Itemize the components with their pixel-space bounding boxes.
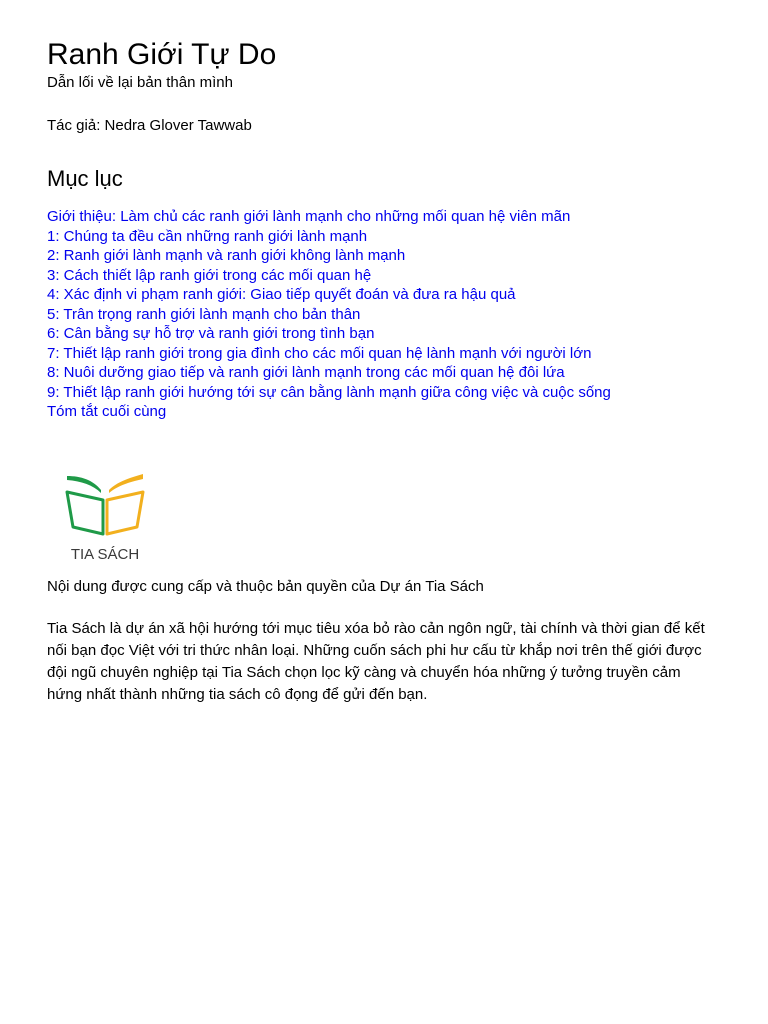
table-of-contents bbox=[47, 207, 717, 422]
tia-sach-logo bbox=[63, 472, 147, 564]
toc-link-summary[interactable]: Tóm tắt cuối cùng bbox=[47, 403, 167, 420]
logo-yellow-swoosh bbox=[109, 474, 143, 493]
toc-link-chapter-4[interactable]: 4: Xác định vi phạm ranh giới: Giao tiếp quyết đoán và đưa ra hậu quả bbox=[47, 286, 516, 303]
document-page bbox=[47, 36, 717, 706]
toc-heading: Mục lục bbox=[47, 166, 123, 191]
book-title: Ranh Giới Tự Do bbox=[47, 38, 277, 71]
toc-link-chapter-5[interactable]: 5: Trân trọng ranh giới lành mạnh cho bản thân bbox=[47, 305, 361, 323]
logo-green-swoosh bbox=[67, 476, 101, 493]
toc-link-chapter-6[interactable]: 6: Cân bằng sự hỗ trợ và ranh giới trong tình bạn bbox=[47, 325, 375, 342]
toc-link-chapter-2[interactable]: 2: Ranh giới lành mạnh và ranh giới không lành mạnh bbox=[47, 247, 406, 264]
book-author: Tác giả: Nedra Glover Tawwab bbox=[47, 117, 252, 134]
toc-link-intro[interactable]: Giới thiệu: Làm chủ các ranh giới lành mạnh cho những mối quan hệ viên mãn bbox=[47, 208, 571, 225]
copyright-notice: Nội dung được cung cấp và thuộc bản quyền của Dự án Tia Sách bbox=[47, 577, 484, 595]
toc-link-chapter-1[interactable]: 1: Chúng ta đều cần những ranh giới lành mạnh bbox=[47, 227, 368, 245]
logo-text: TIA SÁCH bbox=[70, 545, 140, 563]
toc-link-chapter-8[interactable]: 8: Nuôi dưỡng giao tiếp và ranh giới lành mạnh trong các mối quan hệ đôi lứa bbox=[47, 364, 565, 381]
toc-link-chapter-7[interactable]: 7: Thiết lập ranh giới trong gia đình cho các mối quan hệ lành mạnh với người lớn bbox=[47, 344, 592, 362]
toc-link-chapter-3[interactable]: 3: Cách thiết lập ranh giới trong các mối quan hệ bbox=[47, 266, 372, 284]
book-subtitle: Dẫn lối về lại bản thân mình bbox=[47, 74, 233, 91]
logo-yellow-page bbox=[107, 492, 143, 534]
logo-green-page bbox=[67, 492, 103, 534]
toc-link-chapter-9[interactable]: 9: Thiết lập ranh giới hướng tới sự cân bằng lành mạnh giữa công việc và cuộc sống bbox=[47, 383, 611, 401]
project-description: Tia Sách là dự án xã hội hướng tới mục tiêu xóa bỏ rào cản ngôn ngữ, tài chính và thời gian để kết nối bạn đọc Việt với tri thức nhân loại. Những cuốn sách phi hư cấu từ khắp nơi trên thế giới được đội ngũ chuyên nghiệp tại Tia Sách chọn lọc kỹ càng và chuyển hóa những ý tưởng truyền cảm hứng nhất thành những tia sách cô đọng để gửi đến bạn. bbox=[47, 619, 705, 703]
